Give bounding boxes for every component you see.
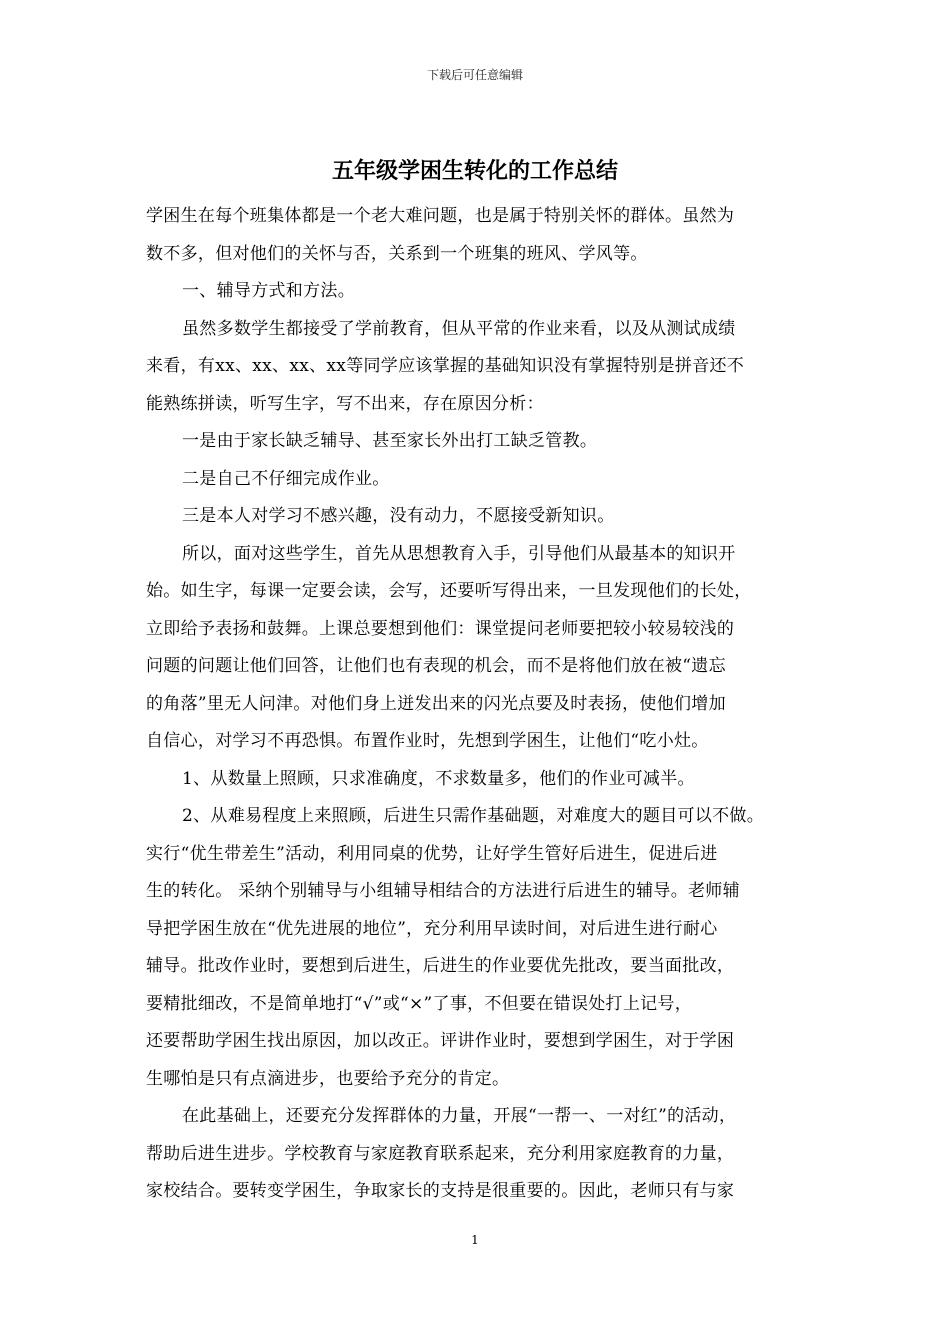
- body-line: 在此基础上，还要充分发挥群体的力量，开展“一帮一、一对红”的活动，: [182, 1106, 737, 1126]
- body-line: 生的转化。 采纳个别辅导与小组辅导相结合的方法进行后进生的辅导。老师辅: [146, 881, 740, 901]
- body-line: 所以，面对这些学生，首先从思想教育入手，引导他们从最基本的知识开: [182, 543, 736, 564]
- body-line: 三是本人对学习不感兴趣，没有动力，不愿接受新知识。: [182, 506, 615, 526]
- body-line: 家校结合。要转变学困生，争取家长的支持是很重要的。因此，老师只有与家: [146, 1181, 735, 1201]
- body-line: 1、从数量上照顾，只求准确度，不求数量多，他们的作业可减半。: [182, 768, 695, 789]
- body-line: 还要帮助学困生找出原因，加以改正。评讲作业时，要想到学困生，对于学困: [146, 1031, 735, 1051]
- body-line: 辅导。批改作业时，要想到后进生，后进生的作业要优先批改，要当面批改，: [146, 956, 735, 976]
- page-header-note: 下载后可任意编辑: [426, 68, 523, 82]
- section-heading: 一、辅导方式和方法。: [182, 281, 355, 301]
- body-line: 一是由于家长缺乏辅导、甚至家长外出打工缺乏管教。: [182, 431, 598, 451]
- body-line: 始。如生字，每课一定要会读，会写，还要听写得出来，一旦发现他们的长处，: [146, 581, 752, 601]
- body-line: 帮助后进生进步。学校教育与家庭教育联系起来，充分利用家庭教育的力量，: [146, 1143, 735, 1164]
- body-line: 学困生在每个班集体都是一个老大难问题，也是属于特别关怀的群体。虽然为: [146, 206, 735, 226]
- body-line: 虽然多数学生都接受了学前教育，但从平常的作业来看，以及从测试成绩: [182, 318, 736, 339]
- body-line: 要精批细改，不是简单地打“√”或“×”了事，不但要在错误处打上记号，: [146, 993, 693, 1014]
- body-line: 的角落”里无人问津。对他们身上迸发出来的闪光点要及时表扬，使他们增加: [146, 693, 726, 714]
- document-body: [146, 198, 806, 1211]
- body-line: 2、从难易程度上来照顾，后进生只需作基础题，对难度大的题目可以不做。: [182, 806, 765, 826]
- body-line: 立即给予表扬和鼓舞。上课总要想到他们：课堂提问老师要把较小较易较浅的: [146, 618, 735, 639]
- document-title: 五年级学困生转化的工作总结: [331, 158, 618, 184]
- body-line: 导把学困生放在“优先进展的地位”，充分利用早读时间，对后进生进行耐心: [146, 918, 718, 939]
- body-line: 问题的问题让他们回答，让他们也有表现的机会，而不是将他们放在被“遗忘: [146, 656, 726, 676]
- body-line: 实行“优生带差生”活动，利用同桌的优势，让好学生管好后进生，促进后进: [146, 843, 718, 864]
- page-number: 1: [471, 1233, 479, 1247]
- body-line: 二是自己不仔细完成作业。: [182, 468, 390, 489]
- body-line: 来看，有xx、xx、xx、xx等同学应该掌握的基础知识没有掌握特别是拼音还不: [146, 356, 745, 376]
- body-line: 能熟练拼读，听写生字，写不出来，存在原因分析：: [146, 393, 544, 414]
- body-line: 数不多，但对他们的关怀与否，关系到一个班集的班风、学风等。: [146, 243, 648, 264]
- body-line: 自信心，对学习不再恐惧。布置作业时，先想到学困生，让他们“吃小灶。: [146, 731, 709, 751]
- body-line: 生哪怕是只有点滴进步，也要给予充分的肯定。: [146, 1068, 510, 1089]
